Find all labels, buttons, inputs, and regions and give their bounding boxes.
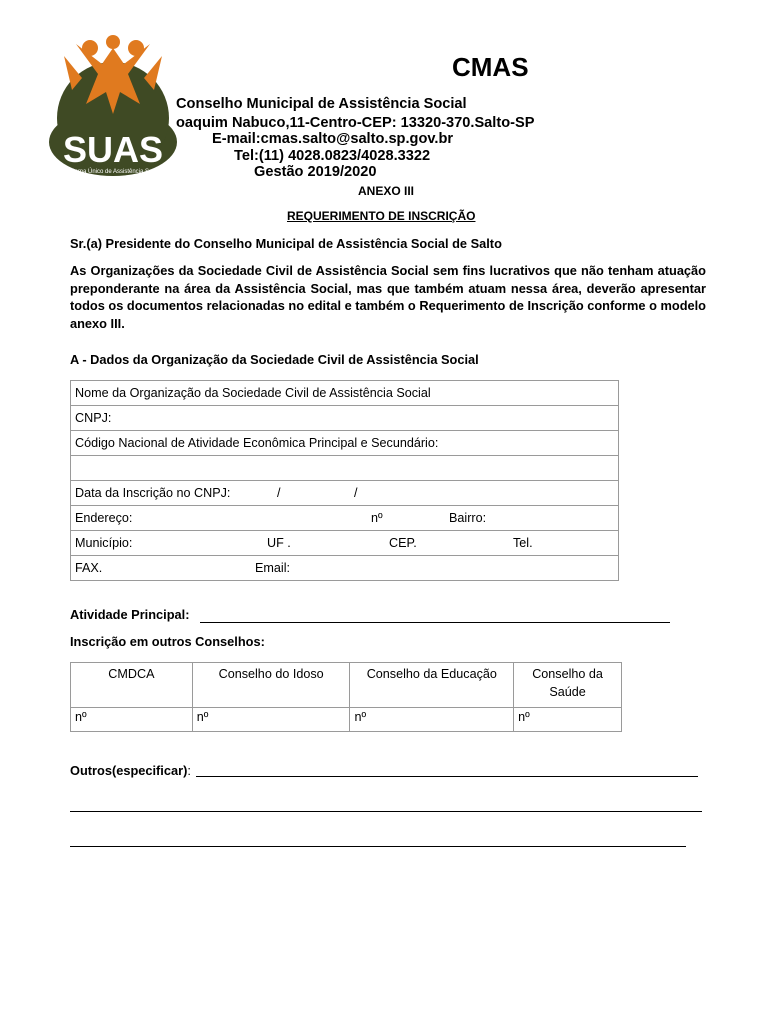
page-title: CMAS bbox=[452, 52, 529, 82]
tel-label: Tel. bbox=[513, 536, 533, 550]
cnae-field[interactable] bbox=[71, 431, 619, 456]
org-name-label: Nome da Organização da Sociedade Civil de Assistência Social bbox=[75, 386, 431, 400]
main-activity-label: Atividade Principal: bbox=[70, 607, 190, 622]
cnae-value-field[interactable] bbox=[71, 456, 619, 481]
org-email: E-mail:cmas.salto@salto.sp.gov.br bbox=[212, 131, 454, 147]
org-name: Conselho Municipal de Assistência Social bbox=[176, 96, 467, 112]
request-title: REQUERIMENTO DE INSCRIÇÃO bbox=[287, 209, 476, 223]
fax-email-field[interactable] bbox=[71, 556, 619, 581]
address-label: Endereço: bbox=[75, 511, 133, 525]
date-separator-1: / bbox=[277, 486, 281, 500]
main-activity-line[interactable] bbox=[200, 622, 670, 623]
council-number-label: nº bbox=[354, 710, 367, 724]
council-header-saude: Conselho da Saúde bbox=[514, 663, 622, 708]
council-number-idoso[interactable] bbox=[192, 708, 350, 732]
council-number-label: nº bbox=[196, 710, 209, 724]
others-line-1[interactable] bbox=[196, 776, 698, 777]
section-a-title: A - Dados da Organização da Sociedade Civil de Assistência Social bbox=[70, 352, 479, 367]
cep-label: CEP. bbox=[389, 536, 417, 550]
others-colon: : bbox=[187, 763, 191, 778]
others-line-3[interactable] bbox=[70, 846, 686, 847]
logo-subtitle: Sistema Único de Assistência Social bbox=[64, 169, 162, 175]
organization-data-table bbox=[70, 380, 619, 581]
date-separator-2: / bbox=[354, 486, 358, 500]
other-councils-title: Inscrição em outros Conselhos: bbox=[70, 634, 265, 649]
suas-logo-graphic bbox=[46, 34, 180, 176]
council-number-saude[interactable] bbox=[514, 708, 622, 732]
council-header-educacao: Conselho da Educação bbox=[350, 663, 514, 708]
cnpj-field[interactable] bbox=[71, 406, 619, 431]
city-field[interactable] bbox=[71, 531, 619, 556]
email-label: Email: bbox=[255, 561, 290, 575]
uf-label: UF . bbox=[267, 536, 291, 550]
date-field[interactable] bbox=[71, 481, 619, 506]
cnpj-label: CNPJ: bbox=[75, 411, 112, 425]
council-header-cmdca: CMDCA bbox=[71, 663, 193, 708]
other-councils-table bbox=[70, 662, 622, 732]
council-number-cmdca[interactable] bbox=[71, 708, 193, 732]
org-name-field[interactable] bbox=[71, 381, 619, 406]
intro-paragraph: As Organizações da Sociedade Civil de Assistência Social sem fins lucrativos que não tenham atuação preponderante na área da Assistência Social, mas que também atuam nessa área, deverão apresentar todos os documentos relacionadas no edital e também o Requerimento de Inscrição conforme o modelo anexo III. bbox=[70, 263, 706, 331]
council-number-educacao[interactable] bbox=[350, 708, 514, 732]
fax-label: FAX. bbox=[75, 561, 103, 575]
city-label: Município: bbox=[75, 536, 133, 550]
address-field[interactable] bbox=[71, 506, 619, 531]
org-phone: Tel:(11) 4028.0823/4028.3322 bbox=[234, 148, 431, 164]
date-label: Data da Inscrição no CNPJ: bbox=[75, 486, 231, 500]
council-number-label: nº bbox=[75, 710, 87, 724]
salutation: Sr.(a) Presidente do Conselho Municipal de Assistência Social de Salto bbox=[70, 236, 502, 251]
district-label: Bairro: bbox=[449, 511, 487, 525]
org-term: Gestão 2019/2020 bbox=[254, 164, 377, 180]
others-label-text: Outros(especificar) bbox=[70, 763, 188, 778]
cnae-label: Código Nacional de Atividade Econômica Principal e Secundário: bbox=[75, 436, 439, 450]
council-header-idoso: Conselho do Idoso bbox=[192, 663, 350, 708]
annex-label: ANEXO III bbox=[358, 184, 415, 198]
council-number-label: nº bbox=[518, 710, 530, 724]
suas-logo bbox=[46, 34, 180, 176]
others-label bbox=[70, 763, 191, 778]
logo-text: SUAS bbox=[62, 129, 164, 170]
number-label: nº bbox=[371, 511, 383, 525]
others-line-2[interactable] bbox=[70, 811, 702, 812]
org-address: oaquim Nabuco,11-Centro-CEP: 13320-370.Salto-SP bbox=[176, 115, 535, 131]
